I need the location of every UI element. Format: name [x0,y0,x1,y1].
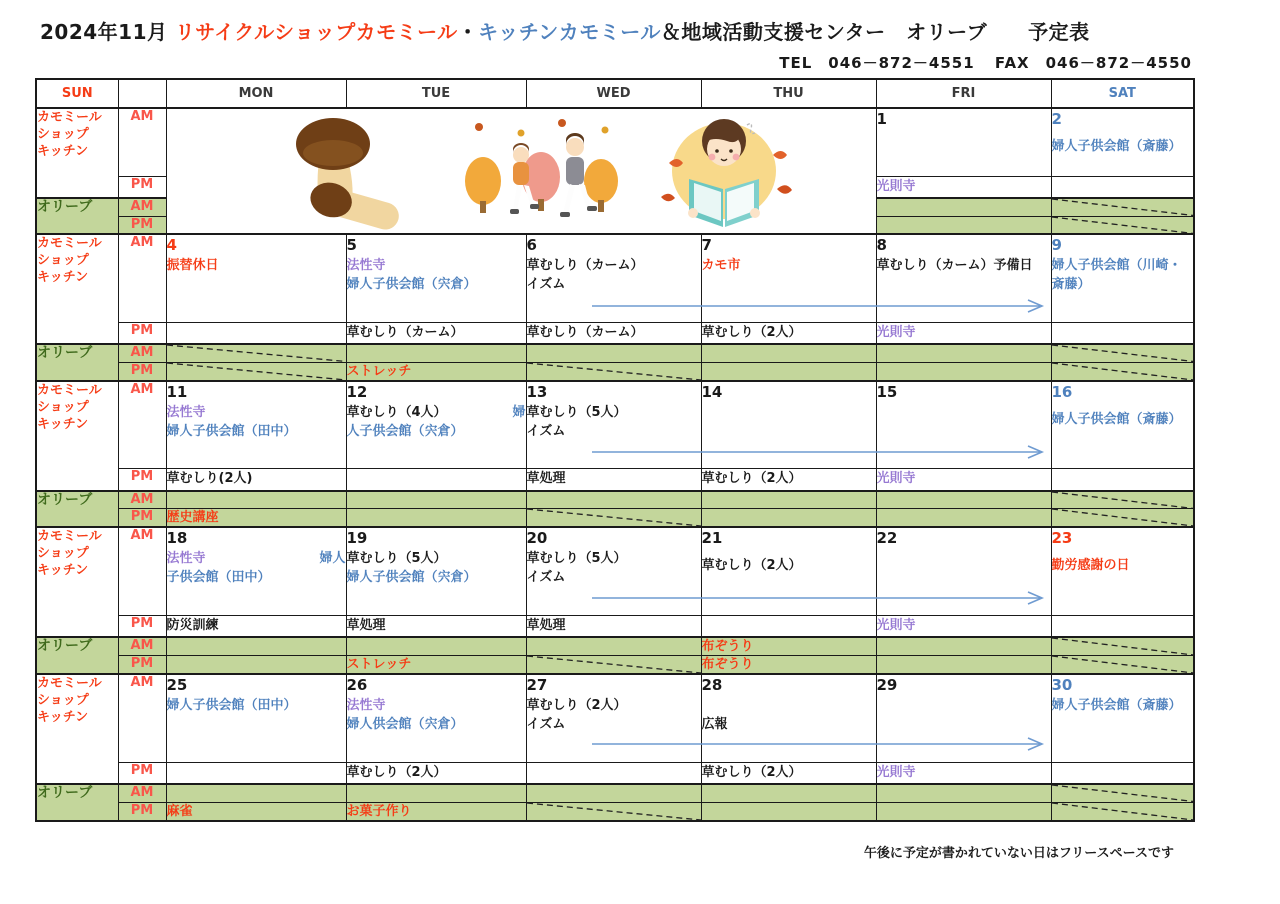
cell-olive-w2-tue-pm [346,362,526,381]
chamomile-label-line2: ショップ [37,399,89,415]
cell-olive-w4-mon-pm [166,656,346,675]
olive-row-label [36,344,118,381]
illustration-cell [166,108,876,234]
chamomile-label-line1: カモミール [37,382,102,398]
day-number-12: 12 [346,382,368,401]
am-label: AM [118,344,166,362]
col-header-sat: SAT [1051,79,1194,108]
cell-olive-w4-thu-pm [701,656,876,675]
event-label: 光則寺 [876,471,916,486]
col-header-tue: TUE [346,79,526,108]
am-label: AM [118,637,166,656]
event-label: 法性寺 [166,404,206,420]
reading-child-illustration [649,113,799,233]
chamomile-row-label [36,234,118,344]
event-label: 防災訓練 [166,617,219,633]
pm-label: PM [118,216,166,234]
event-label: 婦人子供会館（斎藤） [1051,139,1182,154]
cell-olive-w4-thu-am [701,637,876,656]
cell-nov13-pm [526,469,701,491]
cell-nov1-pm [876,176,1051,198]
cell-nov18-pm [166,615,346,637]
week5-continuation-arrow [590,736,1055,752]
event-label: イズム [526,570,566,585]
day-number-7: 7 [701,236,712,254]
event-label: イズム [526,277,566,292]
day-number-6: 6 [526,236,537,254]
day-number-18: 18 [166,529,188,547]
cell-nov11-pm [166,469,346,491]
cell-olive-w3-mon-pm [166,509,346,528]
event-label: 婦人子供会館（斎藤） [1051,698,1182,713]
autumn-walk-illustration [459,115,624,233]
cell-olive-w5-sat-am [1051,784,1194,802]
chamomile-label-line2: ショップ [37,693,89,708]
pm-label: PM [118,802,166,821]
day-number-13: 13 [526,382,548,401]
am-label: AM [118,234,166,322]
am-label: AM [118,108,166,176]
cell-olive-w2-wed-am [526,344,701,362]
strikethrough-diagonal [1052,785,1194,802]
cell-olive-w4-wed-pm [526,656,701,675]
cell-nov4-pm [166,322,346,344]
day-number-2: 2 [1051,110,1062,128]
event-label: 婦人子供会館（宍倉） [346,277,477,292]
chamomile-label-line2: ショップ [37,127,89,142]
event-label: 草むしり（カーム）予備日 [876,258,1033,273]
pm-label: PM [118,509,166,528]
cell-olive-w5-tue-am [346,784,526,802]
cell-olive-w3-tue-am [346,491,526,509]
day-number-30: 30 [1051,676,1073,694]
cell-nov30-pm [1051,762,1194,784]
chamomile-label-line1: カモミール [37,529,102,544]
cell-nov5-pm [346,322,526,344]
chamomile-label-line3: キッチン [37,563,89,578]
cell-nov16-am [1051,381,1194,469]
pm-label: PM [118,362,166,381]
cell-nov26-am [346,674,526,762]
olive-label-text: オリーブ [37,491,93,508]
cell-olive-w3-wed-am [526,491,701,509]
cell-olive-w4-tue-pm [346,656,526,675]
day-number-4: 4 [166,236,177,254]
cell-olive-w4-fri-am [876,637,1051,656]
day-number-21: 21 [701,529,723,547]
cell-olive-w3-mon-am [166,491,346,509]
event-label [167,549,346,568]
olive-row-label [36,784,118,821]
pm-label: PM [118,322,166,344]
title-separator: ・ [457,20,479,44]
day-number-26: 26 [346,676,368,694]
olive-label-text: オリーブ [37,785,93,801]
day-number-27: 27 [526,676,548,694]
strikethrough-diagonal [1052,509,1194,526]
pm-label: PM [118,615,166,637]
cell-olive-w3-wed-pm [526,509,701,528]
olive-row-label [36,198,118,234]
cell-nov25-pm [166,762,346,784]
event-label: 婦人子供会館（田中） [166,698,297,713]
strikethrough-diagonal [1052,363,1194,380]
olive-label-text: オリーブ [37,638,93,654]
cell-olive-w5-thu-pm [701,802,876,821]
cell-nov18-am [166,527,346,615]
cell-olive-w2-thu-am [701,344,876,362]
page-title [40,16,1090,45]
chamomile-row-label [36,108,118,198]
event-label: 草むしり（2人） [701,558,802,573]
cell-nov26-pm [346,762,526,784]
event-label: 婦人子供会館（宍倉） [346,570,477,585]
am-label: AM [118,198,166,216]
day-number-8: 8 [876,236,887,254]
event-label: 光則寺 [876,324,916,340]
chamomile-label-line1: カモミール [37,236,102,251]
olive-activity-label: 麻雀 [166,803,193,819]
tel-number: TEL 046－872－4551 [779,54,975,72]
am-label: AM [118,674,166,762]
cell-olive-w1-fri-am [876,198,1051,216]
event-label: 草むしり（2人） [346,764,447,780]
cell-nov2-am [1051,108,1194,176]
cell-nov5-am [346,234,526,322]
cell-nov8-pm [876,322,1051,344]
event-label: 草むしり（2人） [701,324,802,340]
cell-nov2-pm [1051,176,1194,198]
pm-label: PM [118,469,166,491]
strikethrough-diagonal [167,363,346,380]
weekday-header-row [36,79,1194,108]
cell-olive-w5-thu-am [701,784,876,802]
event-text: 法性寺 [166,551,206,566]
strikethrough-diagonal [167,345,346,362]
event-text-wrap: 婦 [512,404,526,420]
cell-olive-w2-mon-am [166,344,346,362]
cell-nov19-am [346,527,526,615]
cell-nov25-am [166,674,346,762]
day-number-1: 1 [876,110,887,128]
olive-activity-label: ストレッチ [346,657,412,672]
event-label: 草むしり（2人） [526,698,627,713]
event-label: 草むしり（2人） [701,471,802,486]
cell-olive-w5-wed-pm [526,802,701,821]
cell-nov9-pm [1051,322,1194,344]
strikethrough-diagonal [527,363,701,380]
event-label: 光則寺 [876,617,916,633]
cell-nov27-pm [526,762,701,784]
event-label: 婦人子供会館（斎藤） [1051,411,1182,427]
cell-olive-w4-tue-am [346,637,526,656]
olive-activity-label: お菓子作り [346,803,412,819]
day-number-5: 5 [346,236,357,254]
cell-olive-w4-sat-am [1051,637,1194,656]
col-header-mon: MON [166,79,346,108]
event-label: 勤労感謝の日 [1051,558,1130,573]
day-number-11: 11 [166,382,188,401]
olive-row-label [36,637,118,674]
cell-olive-w3-thu-pm [701,509,876,528]
cell-nov23-am [1051,527,1194,615]
mushroom-illustration [272,115,422,233]
strikethrough-diagonal [1052,217,1194,234]
cell-olive-w2-thu-pm [701,362,876,381]
event-label: 草処理 [346,617,386,633]
day-number-16: 16 [1051,382,1073,401]
col-header-thu: THU [701,79,876,108]
cell-olive-w2-fri-am [876,344,1051,362]
chamomile-row-label [36,674,118,784]
cell-olive-w2-tue-am [346,344,526,362]
event-label: 草処理 [526,617,566,633]
event-label: 婦人供会館（宍倉） [346,717,464,732]
chamomile-label-line3: キッチン [37,710,89,725]
event-label: 子供会館（田中） [166,570,271,585]
event-label: 法性寺 [346,698,386,713]
day-number-22: 22 [876,529,898,547]
event-label: 人子供会館（宍倉） [346,423,464,439]
strikethrough-diagonal [1052,199,1194,216]
cell-nov6-pm [526,322,701,344]
day-number-28: 28 [701,676,723,694]
day-number-9: 9 [1051,236,1062,254]
cell-nov21-pm [701,615,876,637]
event-label: カモ市 [701,258,741,273]
cell-olive-w2-mon-pm [166,362,346,381]
olive-row-label [36,491,118,528]
strikethrough-diagonal [1052,345,1194,362]
cell-nov15-pm [876,469,1051,491]
cell-nov1-am [876,108,1051,176]
event-label: 光則寺 [876,764,916,780]
cell-nov30-am [1051,674,1194,762]
event-label: 草むしり（カーム） [526,324,644,340]
am-label: AM [118,527,166,615]
chamomile-label-line1: カモミール [37,110,102,125]
cell-nov22-pm [876,615,1051,637]
chamomile-label-line2: ショップ [37,546,89,561]
am-label: AM [118,381,166,469]
olive-activity-label: ストレッチ [346,363,412,379]
cell-nov7-pm [701,322,876,344]
olive-label-text: オリーブ [37,345,93,361]
cell-olive-w5-mon-pm [166,802,346,821]
cell-olive-w2-sat-am [1051,344,1194,362]
day-number-25: 25 [166,676,188,694]
cell-nov19-pm [346,615,526,637]
chamomile-label-line2: ショップ [37,253,89,268]
am-label: AM [118,491,166,509]
chamomile-label-line1: カモミール [37,676,102,691]
strikethrough-diagonal [1052,638,1194,655]
olive-activity-label: 歴史講座 [166,510,219,525]
event-label: 草むしり(2人) [166,471,253,486]
cell-olive-w3-sat-am [1051,491,1194,509]
chamomile-label-line3: キッチン [37,416,89,432]
cell-nov28-pm [701,762,876,784]
day-number-23: 23 [1051,529,1073,547]
event-label: イズム [526,717,566,732]
cell-olive-w3-tue-pm [346,509,526,528]
cell-nov12-pm [346,469,526,491]
strikethrough-diagonal [1052,656,1194,673]
event-text-wrap: 婦人 [319,551,346,566]
strikethrough-diagonal [1052,803,1194,820]
cell-olive-w4-wed-am [526,637,701,656]
event-label: 法性寺 [346,258,386,273]
day-number-14: 14 [701,382,723,401]
event-label: イズム [526,423,566,439]
event-label: 草むしり（5人） [346,551,447,566]
cell-olive-w4-fri-pm [876,656,1051,675]
cell-olive-w4-sat-pm [1051,656,1194,675]
cell-olive-w1-fri-pm [876,216,1051,234]
day-number-20: 20 [526,529,548,547]
free-space-footnote: 午後に予定が書かれていない日はフリースペースです [863,846,1174,861]
cell-olive-w5-tue-pm [346,802,526,821]
event-label: 草むしり（カーム） [526,258,644,273]
event-label: 草むしり（カーム） [346,324,464,340]
cell-olive-w5-fri-pm [876,802,1051,821]
strikethrough-diagonal [527,509,701,526]
event-label: 草むしり（5人） [526,551,627,566]
pm-label: PM [118,762,166,784]
day-number-19: 19 [346,529,368,547]
title-shop-name: リサイクルショップカモミール [174,20,458,44]
fax-number: FAX 046－872－4550 [994,54,1192,72]
col-header-sun: SUN [36,79,118,108]
event-text: 草むしり（4人） [346,404,447,420]
day-number-15: 15 [876,382,898,401]
olive-activity-label: 布ぞうり [701,639,754,654]
week2-continuation-arrow [590,298,1055,314]
olive-label-text: オリーブ [37,199,93,215]
title-month: 2024年11月 [40,20,168,44]
chamomile-label-line3: キッチン [37,270,89,285]
week4-continuation-arrow [590,590,1055,606]
contact-line [765,52,1192,73]
strikethrough-diagonal [527,803,701,820]
cell-olive-w5-sat-pm [1051,802,1194,821]
cell-olive-w2-sat-pm [1051,362,1194,381]
strikethrough-diagonal [1052,492,1194,509]
title-rest: ＆地域活動支援センター オリーブ 予定表 [660,20,1090,44]
cell-olive-w3-sat-pm [1051,509,1194,528]
am-label: AM [118,784,166,802]
cell-olive-w3-fri-pm [876,509,1051,528]
event-label: 婦人子供会館（田中） [166,423,297,439]
cell-nov12-am [346,381,526,469]
cell-olive-w5-mon-am [166,784,346,802]
cell-nov16-pm [1051,469,1194,491]
cell-nov4-am [166,234,346,322]
cell-olive-w1-sat-pm [1051,216,1194,234]
week3-continuation-arrow [590,444,1055,460]
chamomile-row-label [36,381,118,491]
cell-olive-w2-fri-pm [876,362,1051,381]
event-label: 光則寺 [876,178,916,194]
event-label: 草処理 [526,471,566,486]
cell-olive-w5-wed-am [526,784,701,802]
chamomile-label-line3: キッチン [37,144,89,159]
cell-nov9-am [1051,234,1194,322]
cell-olive-w1-sat-am [1051,198,1194,216]
day-number-29: 29 [876,676,898,694]
cell-nov11-am [166,381,346,469]
event-label: 広報 [701,717,728,732]
chamomile-row-label [36,527,118,637]
title-kitchen-name: キッチンカモミール [478,20,661,44]
col-header-wed: WED [526,79,701,108]
cell-nov29-pm [876,762,1051,784]
cell-nov23-pm [1051,615,1194,637]
pm-label: PM [118,656,166,675]
event-label: 婦人子供会館（川崎・斎藤） [1051,258,1182,292]
cell-olive-w3-thu-am [701,491,876,509]
cell-olive-w2-wed-pm [526,362,701,381]
strikethrough-diagonal [527,656,701,673]
event-label: 振替休日 [166,258,219,273]
col-header-ampm-empty [118,79,166,108]
event-label [347,403,526,422]
pm-label: PM [118,176,166,198]
event-label: 草むしり（2人） [701,764,802,780]
olive-activity-label: 布ぞうり [701,657,754,672]
cell-nov14-pm [701,469,876,491]
event-label: 草むしり（5人） [526,404,627,420]
cell-olive-w3-fri-am [876,491,1051,509]
cell-nov20-pm [526,615,701,637]
col-header-fri: FRI [876,79,1051,108]
cell-olive-w4-mon-am [166,637,346,656]
cell-olive-w5-fri-am [876,784,1051,802]
